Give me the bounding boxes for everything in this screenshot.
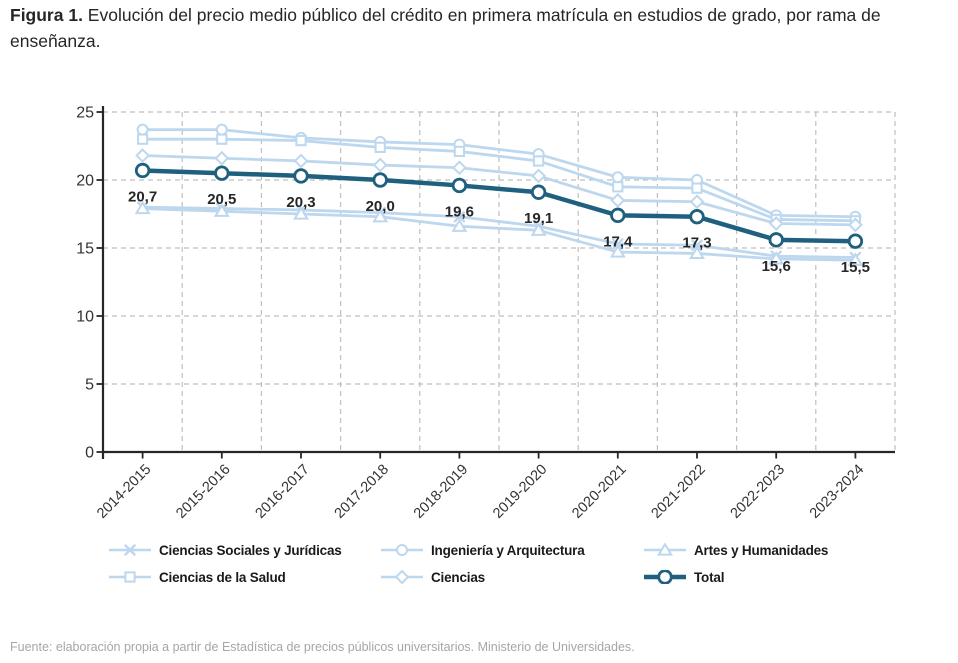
legend-item-artes-y-humanidades bbox=[643, 541, 828, 559]
svg-text:2015-2016: 2015-2016 bbox=[173, 461, 234, 522]
x-marker-icon bbox=[108, 543, 152, 557]
svg-text:2016-2017: 2016-2017 bbox=[252, 461, 313, 522]
svg-text:17,3: 17,3 bbox=[682, 234, 712, 252]
svg-text:19,1: 19,1 bbox=[523, 210, 554, 228]
svg-text:5: 5 bbox=[85, 376, 94, 394]
svg-text:19,6: 19,6 bbox=[444, 203, 475, 221]
svg-text:20,3: 20,3 bbox=[286, 193, 316, 211]
svg-text:10: 10 bbox=[76, 308, 94, 326]
diamond-marker-icon bbox=[380, 570, 424, 584]
svg-text:20,7: 20,7 bbox=[127, 188, 158, 206]
svg-text:15,6: 15,6 bbox=[761, 257, 791, 275]
legend-label: Ciencias de la Salud bbox=[159, 569, 286, 585]
x-axis-labels bbox=[94, 462, 867, 522]
svg-text:15,5: 15,5 bbox=[840, 259, 871, 277]
svg-text:2022-2023: 2022-2023 bbox=[727, 461, 789, 522]
svg-text:20: 20 bbox=[76, 172, 94, 190]
legend-item-ingenieria-y-arquitectura bbox=[380, 541, 585, 559]
svg-text:2018-2019: 2018-2019 bbox=[410, 461, 472, 522]
svg-text:2020-2021: 2020-2021 bbox=[569, 461, 630, 522]
legend-item-ciencias-de-la-salud bbox=[108, 568, 286, 586]
svg-text:25: 25 bbox=[76, 104, 94, 122]
circle-marker-icon bbox=[380, 543, 424, 557]
legend-label: Ciencias bbox=[431, 569, 485, 585]
svg-text:2017-2018: 2017-2018 bbox=[331, 461, 393, 522]
svg-text:20,5: 20,5 bbox=[207, 191, 237, 209]
svg-text:15: 15 bbox=[76, 240, 94, 258]
y-axis-labels bbox=[76, 105, 94, 462]
square-marker-icon bbox=[108, 570, 152, 584]
legend-item-total bbox=[643, 568, 724, 586]
svg-text:0: 0 bbox=[85, 444, 94, 462]
svg-text:17,4: 17,4 bbox=[603, 233, 633, 251]
svg-text:20,0: 20,0 bbox=[365, 198, 395, 215]
triangle-marker-icon bbox=[643, 543, 687, 557]
total-marker-icon bbox=[643, 570, 687, 584]
source-note: Fuente: elaboración propia a partir de Estadística de precios públicos universitarios. Ministerio de Universidades. bbox=[10, 640, 635, 654]
legend-label: Total bbox=[694, 569, 725, 585]
legend-label: Ingeniería y Arquitectura bbox=[431, 542, 585, 558]
svg-text:2014-2015: 2014-2015 bbox=[94, 461, 155, 522]
svg-text:2019-2020: 2019-2020 bbox=[490, 461, 551, 522]
legend-item-ciencias bbox=[380, 568, 485, 586]
legend-label: Artes y Humanidades bbox=[694, 542, 829, 558]
svg-text:2021-2022: 2021-2022 bbox=[648, 461, 709, 522]
legend-label: Ciencias Sociales y Jurídicas bbox=[159, 542, 342, 558]
figure-label: Figura 1. bbox=[10, 5, 83, 25]
svg-text:2023-2024: 2023-2024 bbox=[806, 461, 868, 522]
figure-title-text: Evolución del precio medio público del crédito en primera matrícula en estudios de grado, por rama de enseñanza. bbox=[10, 5, 881, 51]
legend-item-ciencias-sociales-y-juridicas bbox=[108, 541, 342, 559]
